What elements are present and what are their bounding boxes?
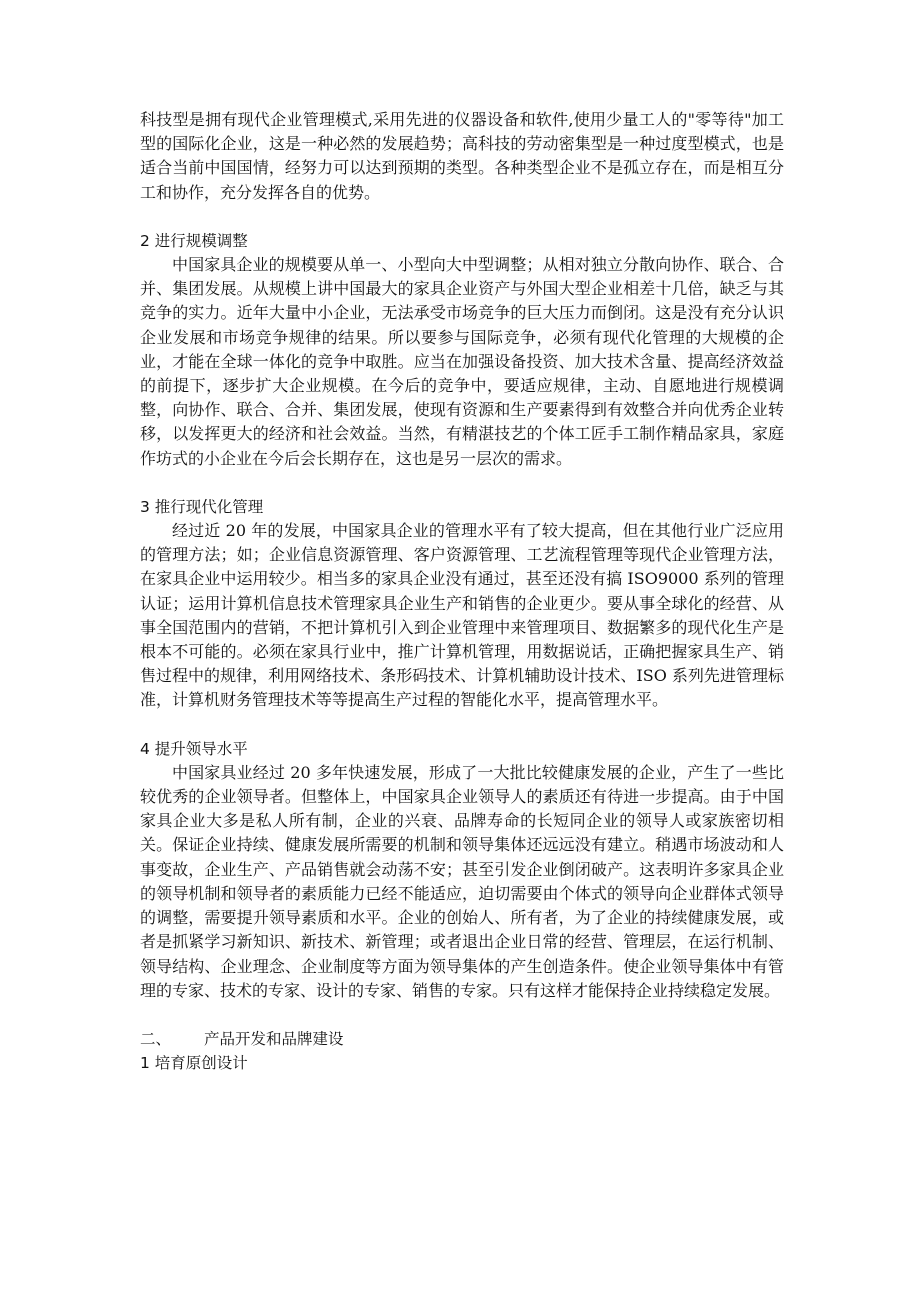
section-body-leadership: 中国家具业经过 20 多年快速发展，形成了一大批比较健康发展的企业，产生了一些比较优秀的企业领导者。但整体上，中国家具企业领导人的素质还有待进一步提高。由于中国家具企业大多是私人所有制，企业的兴衰、品牌寿命的长短同企业的领导人或家族密切相关。保证企业持续、健康发展所需要的机制和领导集体还远远没有建立。稍遇市场波动和人事变故，企业生产、产品销售就会动荡不安；甚至引发企业倒闭破产。这表明许多家具企业的领导机制和领导者的素质能力已经不能适应，迫切需要由个体式的领导向企业群体式领导的调整，需要提升领导素质和水平。企业的创始人、所有者，为了企业的持续健康发展，或者是抓紧学习新知识、新技术、新管理；或者退出企业日常的经营、管理层，在运行机制、领导结构、企业理念、企业制度等方面为领导集体的产生创造条件。使企业领导集体中有管理的专家、技术的专家、设计的专家、销售的专家。只有这样才能保持企业持续稳定发展。 <box>140 762 784 1000</box>
part-two-title: 产品开发和品牌建设 <box>204 1029 344 1048</box>
section-heading-leadership: 4 提升领导水平 <box>140 739 248 758</box>
section-heading-management: 3 推行现代化管理 <box>140 497 264 516</box>
intro-paragraph: 科技型是拥有现代企业管理模式,采用先进的仪器设备和软件,使用少量工人的"零等待"加工型的国际化企业，这是一种必然的发展趋势；高科技的劳动密集型是一种过度型模式，也是适合当前中国国情，经努力可以达到预期的类型。各种类型企业不是孤立存在，而是相互分工和协作，充分发挥各自的优势。 <box>140 110 784 202</box>
part-two-heading <box>140 1027 784 1051</box>
paragraph-gap <box>140 1003 784 1027</box>
subheading-original-design: 1 培育原创设计 <box>140 1054 248 1073</box>
section-body-scale: 中国家具企业的规模要从单一、小型向大中型调整；从相对独立分散向协作、联合、合并、集团发展。从规模上讲中国最大的家具企业资产与外国大型企业相差十几倍，缺乏与其竞争的实力。近年大量中小企业，无法承受市场竞争的巨大压力而倒闭。这是没有充分认识企业发展和市场竞争规律的结果。所以要参与国际竞争，必须有现代化管理的大规模的企业，才能在全球一体化的竞争中取胜。应当在加强设备投资、加大技术含量、提高经济效益的前提下，逐步扩大企业规模。在今后的竞争中，要适应规律，主动、自愿地进行规模调整，向协作、联合、合并、集团发展，使现有资源和生产要素得到有效整合并向优秀企业转移，以发挥更大的经济和社会效益。当然，有精湛技艺的个体工匠手工制作精品家具，家庭作坊式的小企业在今后会长期存在，这也是另一层次的需求。 <box>140 255 784 468</box>
part-two-number: 二、 <box>140 1029 172 1048</box>
document-page <box>140 108 784 1075</box>
paragraph-gap <box>140 713 784 737</box>
paragraph-gap <box>140 205 784 229</box>
section-body-management: 经过近 20 年的发展，中国家具企业的管理水平有了较大提高，但在其他行业广泛应用的管理方法；如；企业信息资源管理、客户资源管理、工艺流程管理等现代企业管理方法，在家具企业中运用较少。相当多的家具企业没有通过，甚至还没有搞 ISO9000 系列的管理认证；运用计算机信息技术管理家具企业生产和销售的企业更少。要从事全球化的经营、从事全国范围内的营销，不把计算机引入到企业管理中来管理项目、数据繁多的现代化生产是根本不可能的。必须在家具行业中，推广计算机管理，用数据说话，正确把握家具生产、销售过程中的规律，利用网络技术、条形码技术、计算机辅助设计技术、ISO 系列先进管理标准，计算机财务管理技术等等提高生产过程的智能化水平，提高管理水平。 <box>140 521 784 710</box>
paragraph-gap <box>140 471 784 495</box>
section-heading-scale: 2 进行规模调整 <box>140 231 248 250</box>
